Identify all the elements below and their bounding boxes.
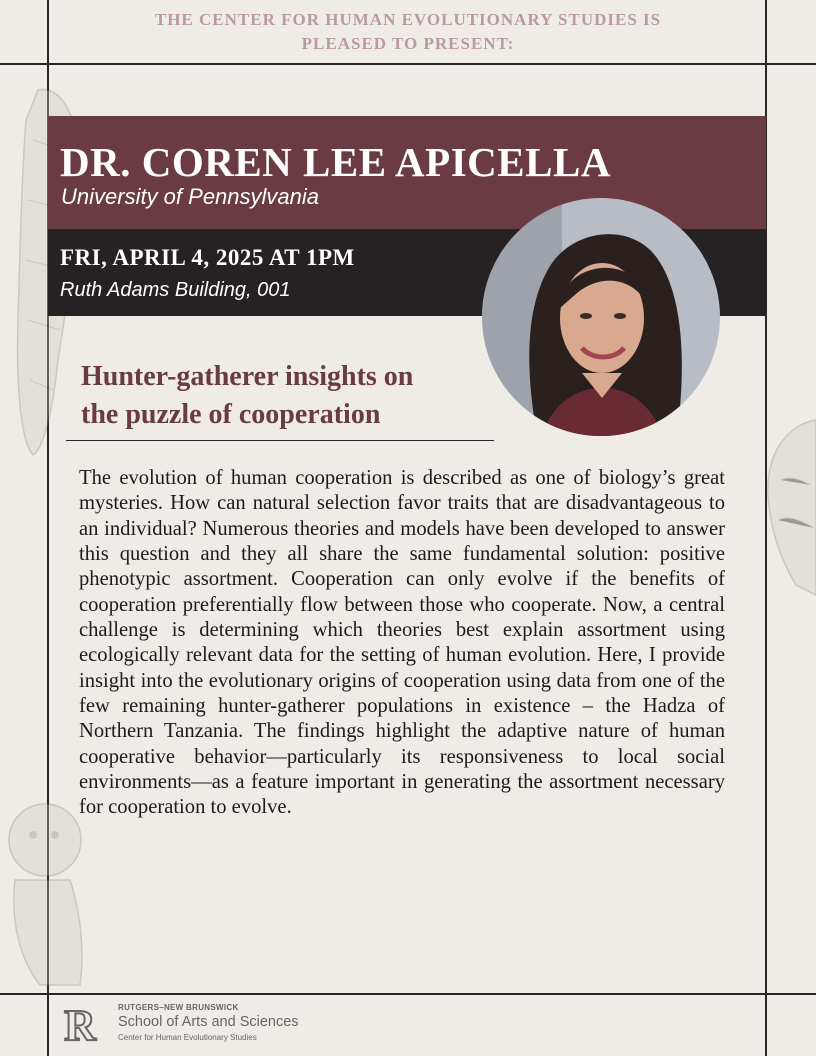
footer-line-2: School of Arts and Sciences	[118, 1014, 299, 1030]
presents-line-2: PLEASED TO PRESENT:	[301, 34, 515, 53]
rutgers-r-logo-icon	[58, 1003, 102, 1045]
frame-line-top	[0, 63, 816, 65]
talk-title	[81, 358, 491, 434]
talk-title-line-2: the puzzle of cooperation	[81, 399, 381, 430]
skull-sketch-icon	[756, 410, 816, 600]
speaker-affiliation: University of Pennsylvania	[61, 184, 320, 209]
talk-abstract: The evolution of human cooperation is described as one of biology’s great mysteries. How can natural selection favor traits that are disadvantageous to an individual? Numerous theories and models have been developed to answer this question and they all share the same fundamental solution: positive phenotypic assortment. Cooperation can only evolve if the benefits of cooperation preferentially flow between those who cooperate. Now, a central challenge is determining which theories best explain assortment using ecologically relevant data for the setting of human evolution. Here, I provide insight into the evolutionary origins of cooperation using data from one of the few remaining hunter-gatherer populations in existence – the Hadza of Northern Tanzania. The findings highlight the adaptive nature of human cooperative behavior—particularly its responsiveness to local social environments—as a feature important in generating the assortment necessary for cooperation to evolve.	[79, 467, 725, 819]
footer-line-1: RUTGERS–NEW BRUNSWICK	[118, 1003, 239, 1012]
event-datetime: FRI, APRIL 4, 2025 AT 1PM	[60, 245, 355, 270]
primate-sketch-icon	[0, 780, 90, 990]
title-divider	[66, 440, 494, 441]
event-location: Ruth Adams Building, 001	[60, 279, 291, 301]
speaker-name: DR. COREN LEE APICELLA	[60, 139, 611, 185]
presents-line-1: THE CENTER FOR HUMAN EVOLUTIONARY STUDIES IS	[154, 10, 662, 29]
speaker-photo	[482, 198, 720, 436]
footer-line-3: Center for Human Evolutionary Studies	[118, 1033, 257, 1042]
talk-title-line-1: Hunter-gatherer insights on	[81, 361, 414, 392]
svg-text:R: R	[64, 1003, 96, 1045]
frame-line-bottom	[0, 993, 816, 995]
presents-header	[60, 8, 756, 56]
